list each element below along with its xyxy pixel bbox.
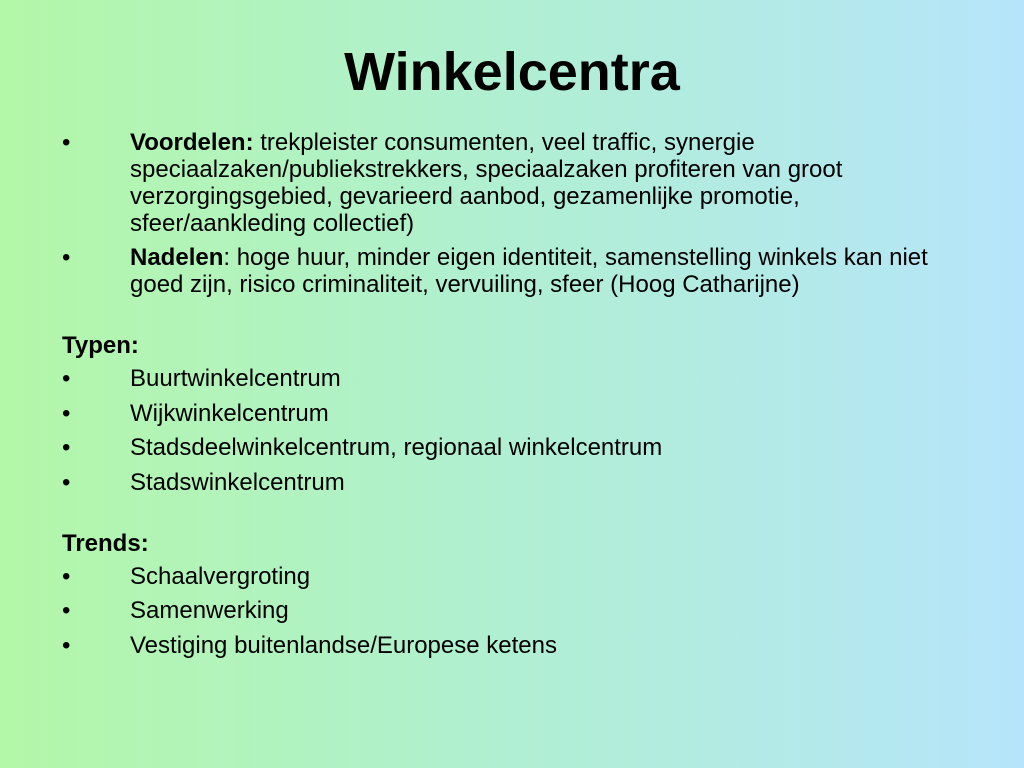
trends-heading: Trends: <box>62 529 149 557</box>
bullet-dot: • <box>62 597 71 624</box>
type-item: Stadsdeelwinkelcentrum, regionaal winkelcentrum <box>130 434 663 461</box>
list-item <box>62 597 942 624</box>
list-item <box>62 563 942 590</box>
bullet-dot: • <box>62 129 71 156</box>
trend-item: Samenwerking <box>130 597 289 624</box>
bullet-dot: • <box>62 468 71 496</box>
bullet-dot: • <box>62 434 71 461</box>
list-item <box>62 365 942 392</box>
type-item: Wijkwinkelcentrum <box>130 399 329 427</box>
type-item: Stadswinkelcentrum <box>130 468 345 496</box>
bullet-dot: • <box>62 631 71 659</box>
list-item <box>62 469 942 496</box>
pros-text: trekpleister consumenten, veel traffic, synergie speciaalzaken/publiekstrekkers, speciaalzaken profiteren van groot verzorgingsgebied, gevarieerd aanbod, gezamenlijke promotie, sfeer/aankleding collectief) <box>130 129 843 237</box>
types-heading: Typen: <box>62 332 139 359</box>
pros-label: Voordelen: <box>130 129 254 156</box>
trend-item: Vestiging buitenlandse/Europese ketens <box>130 631 557 659</box>
trend-item: Schaalvergroting <box>130 562 311 590</box>
bullet-dot: • <box>62 365 71 392</box>
bullet-cons <box>62 244 942 298</box>
list-item <box>62 400 942 427</box>
bullet-dot: • <box>62 399 71 427</box>
bullet-dot: • <box>62 244 71 271</box>
slide-content <box>62 129 942 666</box>
bullet-dot: • <box>62 562 71 590</box>
cons-text: : hoge huur, minder eigen identiteit, samenstelling winkels kan niet goed zijn, risico criminaliteit, vervuiling, sfeer (Hoog Catharijne) <box>130 244 928 298</box>
type-item: Buurtwinkelcentrum <box>130 365 341 392</box>
list-item <box>62 434 942 461</box>
list-item <box>62 632 942 659</box>
slide-title: Winkelcentra <box>344 42 680 102</box>
bullet-pros <box>62 129 942 237</box>
cons-label: Nadelen <box>130 244 224 271</box>
